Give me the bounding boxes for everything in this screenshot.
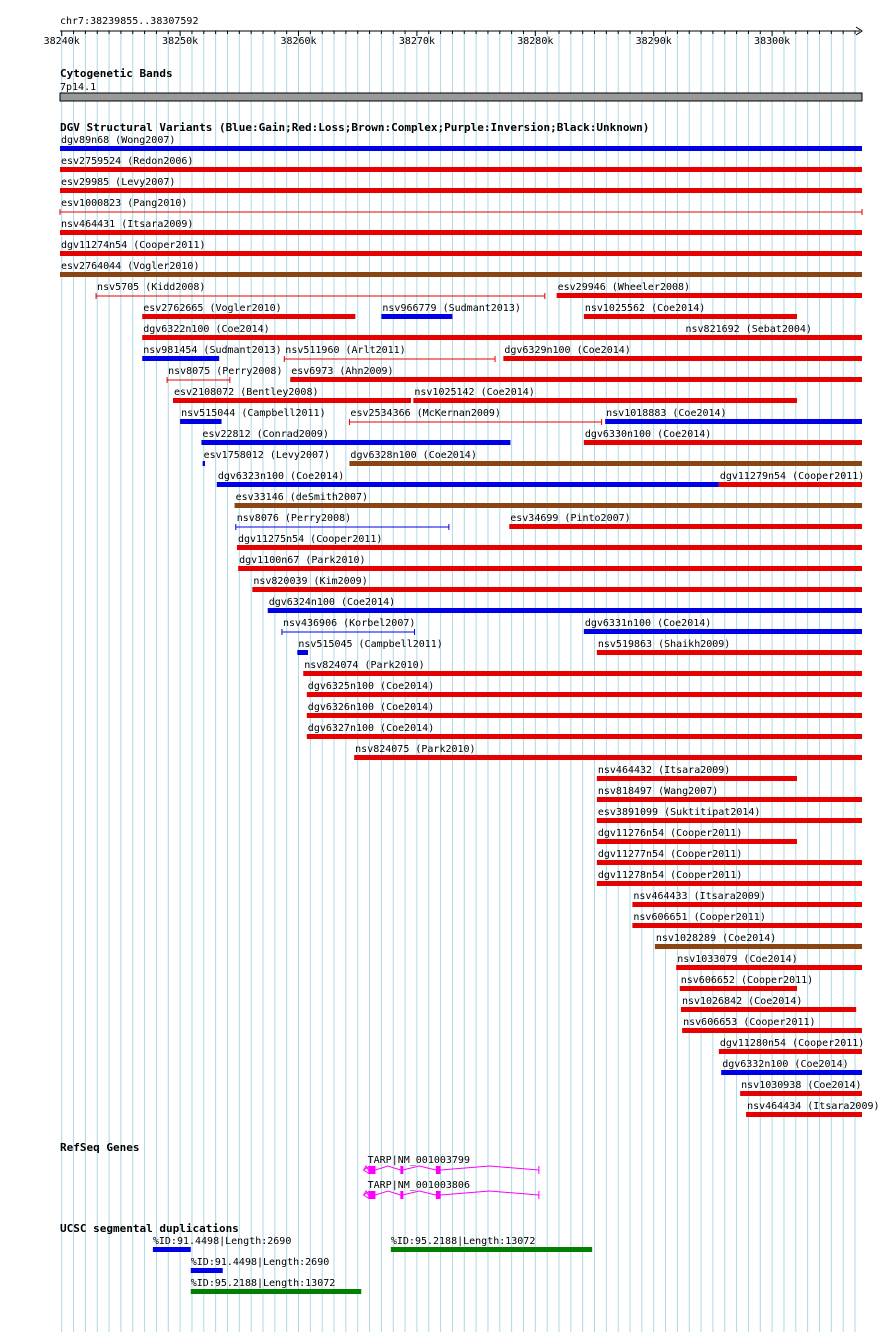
variant-label: nsv519863 (Shaikh2009) [597,639,731,650]
variant-feature[interactable] [719,471,865,487]
segdup-track-title[interactable]: UCSC segmental duplications [60,1222,239,1235]
variant-label: dgv11275n54 (Cooper2011) [237,534,383,545]
variant-feature[interactable] [719,1038,865,1054]
variant-bar[interactable] [584,629,862,634]
variant-bar[interactable] [721,1070,862,1075]
variant-bar[interactable] [268,608,862,613]
variant-label: esv29985 (Levy2007) [61,177,176,188]
variant-label: nsv436906 (Korbel2007) [282,618,416,629]
variant-feature[interactable] [681,996,856,1012]
variant-feature[interactable] [682,1017,862,1033]
variant-bar[interactable] [203,461,205,466]
variant-label: esv2759524 (Redon2006) [61,156,194,167]
variant-label: nsv818497 (Wang2007) [597,786,719,797]
variant-feature[interactable] [235,492,862,508]
variant-bar[interactable] [597,650,862,655]
variant-label: dgv11276n54 (Cooper2011) [597,828,743,839]
variant-feature[interactable] [60,219,862,235]
variant-bar[interactable] [237,545,862,550]
segdup-feature[interactable] [153,1236,291,1252]
variant-feature[interactable] [509,513,862,529]
variant-bar[interactable] [142,356,219,361]
segdup-track[interactable] [153,1236,592,1294]
ruler-tick-label: 38290k [635,36,672,47]
variant-feature[interactable] [721,1059,862,1075]
variant-bar[interactable] [605,419,862,424]
variant-label: nsv464431 (Itsara2009) [61,219,194,230]
variant-bar[interactable] [303,671,862,676]
variant-label: dgv89n68 (Wong2007) [61,135,176,146]
variant-label: esv22812 (Conrad2009) [202,429,329,440]
variant-feature[interactable] [142,345,281,361]
variant-label: esv2762665 (Vogler2010) [143,303,282,314]
variant-bar[interactable] [413,398,797,403]
variant-feature[interactable] [740,1080,862,1096]
variant-label: nsv606651 (Cooper2011) [633,912,766,923]
variant-label: dgv6325n100 (Coe2014) [307,681,435,692]
variant-label: esv1000823 (Pang2010) [61,198,188,209]
variant-feature[interactable] [203,450,330,466]
variant-feature[interactable] [284,345,495,362]
variant-label: dgv6328n100 (Coe2014) [350,450,477,461]
gene-transcript[interactable] [364,1180,539,1199]
cyto-band[interactable] [60,93,862,101]
variant-bar[interactable] [297,650,308,655]
variant-feature[interactable] [180,408,326,424]
ruler-tick-label: 38270k [398,36,435,47]
variant-bar[interactable] [349,461,862,466]
variant-label: dgv6332n100 (Coe2014) [722,1059,849,1070]
variant-bar[interactable] [307,713,862,718]
variant-bar[interactable] [60,146,862,151]
variant-label: dgv6330n100 (Coe2014) [584,429,712,440]
exon-box[interactable] [368,1191,375,1199]
variant-label: nsv606653 (Cooper2011) [683,1017,816,1028]
dgv-track-title[interactable]: DGV Structural Variants (Blue:Gain;Red:Loss;Brown:Complex;Purple:Inversion;Black:Unknown) [60,121,650,134]
variant-feature[interactable] [684,324,862,340]
variant-feature[interactable] [60,198,862,215]
variant-bar[interactable] [201,440,510,445]
variant-feature[interactable] [605,408,862,424]
variant-bar[interactable] [252,587,862,592]
variant-feature[interactable] [96,282,545,299]
segdup-label: %ID:91.4498|Length:2690 [152,1236,292,1247]
segdup-feature[interactable] [191,1257,329,1273]
variant-label: esv33146 (deSmith2007) [235,492,369,503]
segdup-bar[interactable] [153,1247,191,1252]
variant-label: dgv6322n100 (Coe2014) [143,324,270,335]
variant-label: esv34699 (Pinto2007) [510,513,631,524]
gene-transcript[interactable] [364,1155,539,1174]
variant-bar[interactable] [180,419,221,424]
variant-label: dgv1100n67 (Park2010) [239,555,366,566]
variant-bar[interactable] [503,356,862,361]
variant-feature[interactable] [290,366,862,382]
variant-bar[interactable] [584,440,862,445]
variant-label: esv1758012 (Levy2007) [203,450,331,461]
location-label: chr7:38239855..38307592 [60,16,199,27]
variant-bar[interactable] [307,734,862,739]
variant-feature[interactable] [584,303,797,319]
variant-feature[interactable] [217,471,719,487]
variant-label: esv2764044 (Vogler2010) [61,261,200,272]
ruler-tick-label: 38260k [280,36,317,47]
variant-feature[interactable] [680,975,813,991]
variant-label: nsv464432 (Itsara2009) [597,765,731,776]
variant-label: nsv464433 (Itsara2009) [633,891,766,902]
variant-bar[interactable] [719,1049,862,1054]
variant-label: nsv511960 (Arlt2011) [285,345,406,356]
segdup-feature[interactable] [391,1236,592,1252]
variant-feature[interactable] [597,765,797,781]
segdup-bar[interactable] [191,1289,361,1294]
variant-label: nsv1028289 (Coe2014) [655,933,777,944]
variant-bar[interactable] [60,272,862,277]
ruler-tick-label: 38240k [43,36,80,47]
variant-feature[interactable] [632,891,862,907]
ruler-tick-label: 38280k [517,36,554,47]
variant-bar[interactable] [597,818,862,823]
segdup-label: %ID:95.2188|Length:13072 [190,1278,336,1289]
variant-bar[interactable] [238,566,862,571]
ruler-tick-label: 38300k [754,36,791,47]
variant-bar[interactable] [290,377,862,382]
variant-label: dgv6327n100 (Coe2014) [307,723,435,734]
variant-bar[interactable] [60,230,862,235]
variant-feature[interactable] [354,744,862,760]
exon-box[interactable] [368,1166,375,1174]
variant-label: dgv6331n100 (Coe2014) [584,618,712,629]
variant-label: dgv6329n100 (Coe2014) [504,345,631,356]
variant-label: nsv464434 (Itsara2009) [747,1101,880,1112]
variant-label: nsv1033079 (Coe2014) [677,954,798,965]
variant-bar[interactable] [597,839,797,844]
variant-label: nsv5705 (Kidd2008) [97,282,206,293]
variant-feature[interactable] [597,786,862,802]
variant-feature[interactable] [557,282,862,298]
variant-label: dgv11277n54 (Cooper2011) [597,849,743,860]
variant-bar[interactable] [381,314,452,319]
variant-bar[interactable] [584,314,797,319]
variant-label: dgv11274n54 (Cooper2011) [61,240,206,251]
variant-bar[interactable] [60,251,862,256]
dgv-track[interactable] [60,135,880,1117]
variant-feature[interactable] [142,303,355,319]
variant-feature[interactable] [632,912,862,928]
variant-bar[interactable] [632,923,862,928]
variant-feature[interactable] [60,156,862,172]
variant-bar[interactable] [173,398,411,403]
variant-bar[interactable] [217,482,719,487]
variant-bar[interactable] [680,986,797,991]
intron-line [364,1166,539,1170]
cyto-track-title[interactable]: Cytogenetic Bands [60,67,173,80]
variant-bar[interactable] [719,482,862,487]
variant-feature[interactable] [584,618,862,634]
segdup-label: %ID:95.2188|Length:13072 [390,1236,536,1247]
variant-label: nsv515044 (Campbell2011) [181,408,326,419]
variant-feature[interactable] [503,345,862,361]
variant-bar[interactable] [740,1091,862,1096]
exon-box[interactable] [400,1166,403,1174]
variant-label: nsv981454 (Sudmant2013) [143,345,282,356]
variant-label: dgv11278n54 (Cooper2011) [597,870,743,881]
gene-label: TARP|NM_001003799 [367,1155,470,1166]
variant-bar[interactable] [684,335,862,340]
exon-box[interactable] [436,1166,441,1174]
variant-label: dgv6323n100 (Coe2014) [217,471,345,482]
variant-bar[interactable] [597,860,862,865]
variant-feature[interactable] [597,849,862,865]
variant-bar[interactable] [682,1028,862,1033]
cyto-band-label: 7p14.1 [60,82,97,93]
variant-feature[interactable] [597,828,797,844]
variant-feature[interactable] [413,387,797,403]
variant-label: nsv1026842 (Coe2014) [681,996,803,1007]
segdup-feature[interactable] [191,1278,361,1294]
variant-label: dgv11280n54 (Cooper2011) [719,1038,865,1049]
intron-line [364,1191,539,1195]
variant-feature[interactable] [237,534,862,550]
variant-bar[interactable] [597,797,862,802]
variant-feature[interactable] [307,681,862,697]
variant-bar[interactable] [597,881,862,886]
variant-bar[interactable] [676,965,862,970]
variant-feature[interactable] [597,807,862,823]
variant-feature[interactable] [268,597,862,613]
variant-feature[interactable] [173,387,411,403]
ruler-tick-label: 38250k [162,36,199,47]
variant-label: dgv11279n54 (Cooper2011) [719,471,865,482]
variant-feature[interactable] [60,261,862,277]
variant-feature[interactable] [307,723,862,739]
exon-box[interactable] [436,1191,441,1199]
variant-bar[interactable] [746,1112,862,1117]
variant-label: nsv8076 (Perry2008) [236,513,352,524]
refseq-track[interactable] [364,1155,539,1199]
variant-label: nsv824075 (Park2010) [355,744,476,755]
variant-label: nsv820039 (Kim2009) [253,576,368,587]
variant-label: nsv1025142 (Coe2014) [414,387,535,398]
variant-bar[interactable] [597,776,797,781]
variant-label: esv2534366 (McKernan2009) [350,408,501,419]
refseq-track-title[interactable]: RefSeq Genes [60,1141,140,1154]
variant-label: nsv1018883 (Coe2014) [606,408,727,419]
gene-label: TARP|NM_001003806 [367,1180,470,1191]
variant-label: dgv6326n100 (Coe2014) [307,702,435,713]
variant-feature[interactable] [746,1101,879,1117]
variant-label: nsv1025562 (Coe2014) [584,303,706,314]
segdup-bar[interactable] [191,1268,223,1273]
segdup-label: %ID:91.4498|Length:2690 [190,1257,330,1268]
variant-feature[interactable] [60,240,862,256]
variant-bar[interactable] [509,524,862,529]
variant-label: nsv1030938 (Coe2014) [741,1080,862,1091]
variant-bar[interactable] [557,293,862,298]
variant-label: esv2108072 (Bentley2008) [174,387,319,398]
variant-bar[interactable] [354,755,862,760]
variant-feature[interactable] [597,639,862,655]
variant-feature[interactable] [349,408,601,425]
variant-label: esv6973 (Ahn2009) [291,366,394,377]
variant-label: nsv8075 (Perry2008) [168,366,283,377]
variant-feature[interactable] [584,429,862,445]
variant-feature[interactable] [238,555,862,571]
exon-box[interactable] [400,1191,403,1199]
variant-bar[interactable] [235,503,862,508]
segdup-bar[interactable] [391,1247,592,1252]
variant-feature[interactable] [676,954,862,970]
variant-bar[interactable] [632,902,862,907]
variant-feature[interactable] [282,618,415,635]
variant-feature[interactable] [307,702,862,718]
variant-label: nsv606652 (Cooper2011) [680,975,814,986]
variant-bar[interactable] [655,944,862,949]
variant-feature[interactable] [252,576,862,592]
variant-label: dgv6324n100 (Coe2014) [268,597,396,608]
variant-bar[interactable] [60,188,862,193]
variant-label: nsv824074 (Park2010) [304,660,425,671]
variant-label: nsv515045 (Campbell2011) [298,639,443,650]
variant-label: esv3891099 (Suktitipat2014) [597,807,761,818]
variant-feature[interactable] [349,450,862,466]
variant-bar[interactable] [60,167,862,172]
variant-feature[interactable] [597,870,862,886]
variant-bar[interactable] [142,314,355,319]
variant-feature[interactable] [297,639,443,655]
variant-feature[interactable] [167,366,282,383]
variant-bar[interactable] [681,1007,856,1012]
variant-label: esv29946 (Wheeler2008) [557,282,691,293]
variant-label: nsv966779 (Sudmant2013) [382,303,521,314]
variant-label: nsv821692 (Sebat2004) [685,324,812,335]
variant-bar[interactable] [307,692,862,697]
